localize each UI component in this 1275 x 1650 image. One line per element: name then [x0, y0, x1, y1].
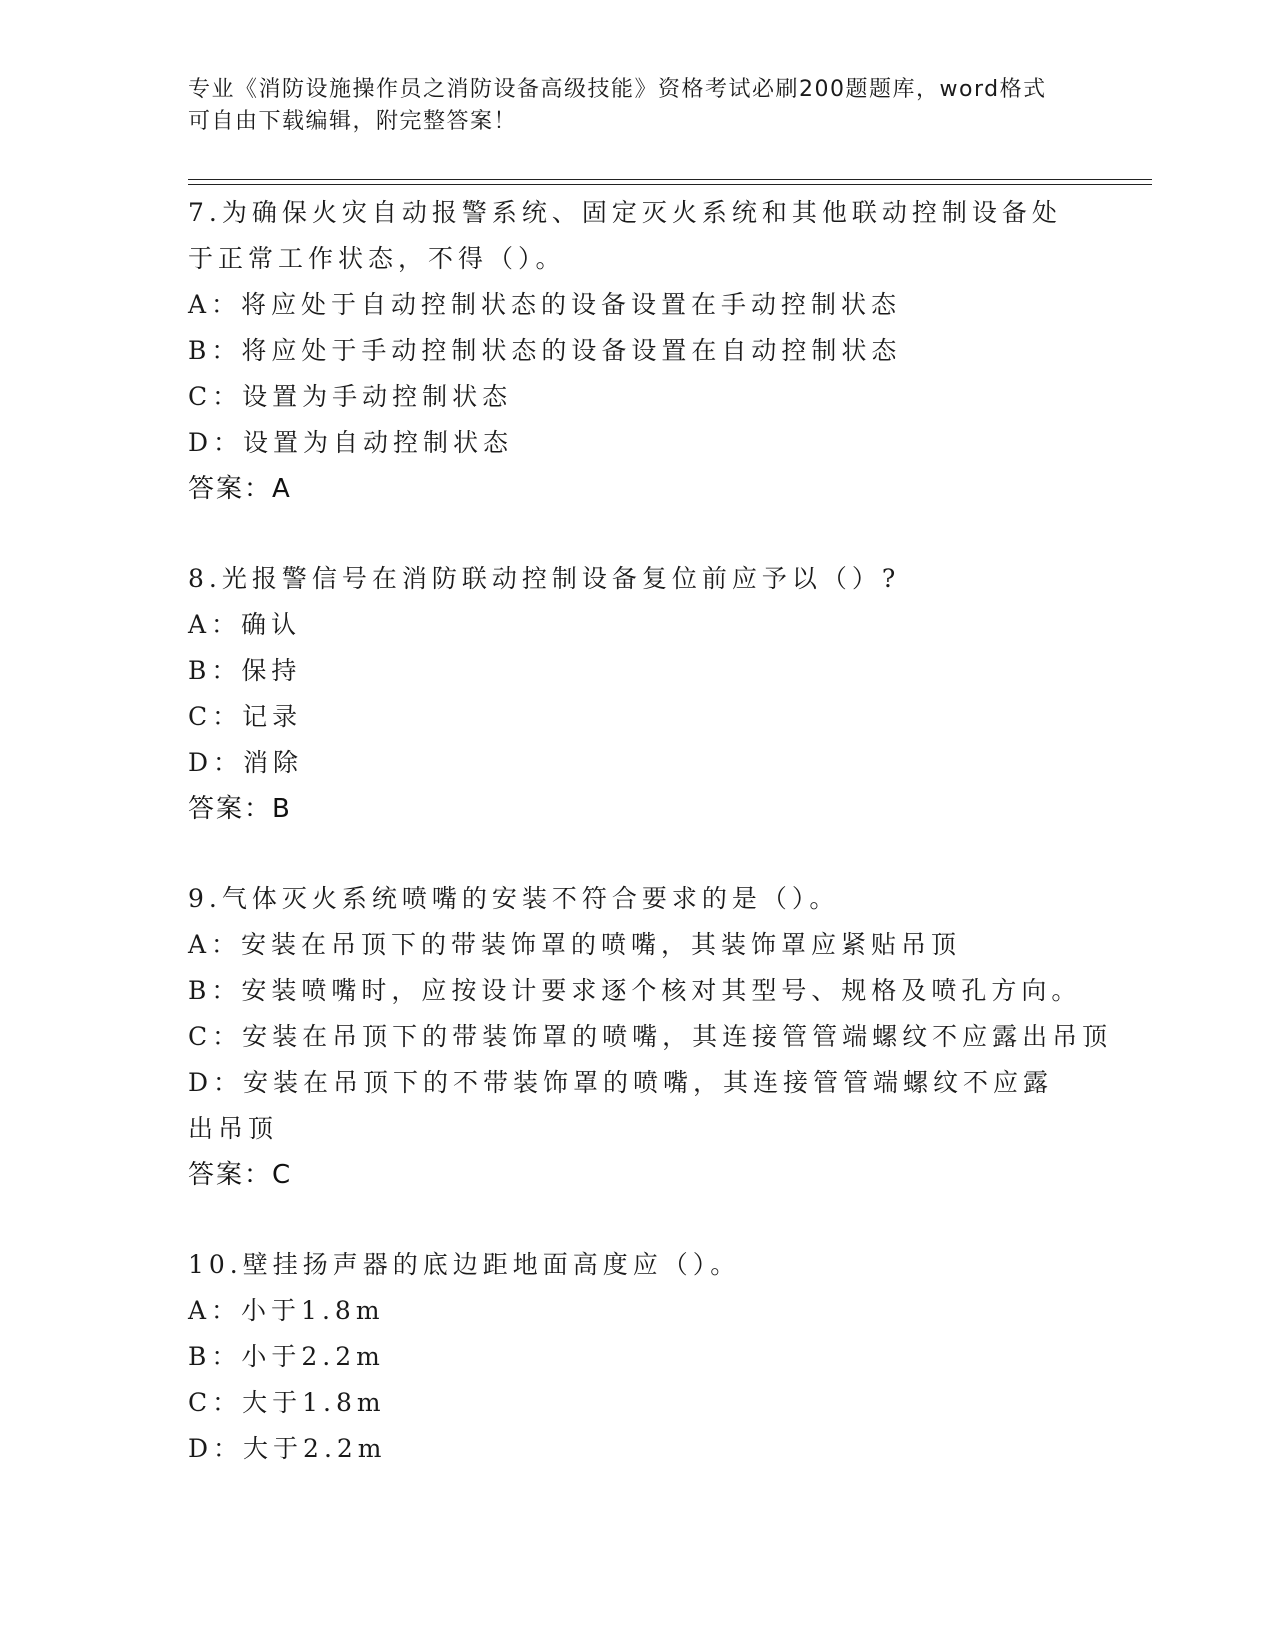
question-stem: 10.壁挂扬声器的底边距地面高度应（）。: [188, 1250, 741, 1279]
answer: 答案：C: [188, 1160, 293, 1190]
option-b: B：安装喷嘴时，应按设计要求逐个核对其型号、规格及喷孔方向。: [188, 976, 1082, 1005]
option-b: B：小于2.2m: [188, 1342, 385, 1371]
option-c: C：大于1.8m: [188, 1388, 386, 1417]
question-stem: 8.光报警信号在消防联动控制设备复位前应予以（）?: [188, 564, 901, 593]
option-a: A：安装在吊顶下的带装饰罩的喷嘴，其装饰罩应紧贴吊顶: [188, 930, 962, 959]
option-c: C：设置为手动控制状态: [188, 382, 513, 411]
option-b: B：保持: [188, 656, 302, 685]
question-list: [188, 190, 1113, 1472]
document-header: 专业《消防设施操作员之消防设备高级技能》资格考试必刷200题题库，word格式可自由下载编辑，附完整答案！: [188, 77, 1047, 134]
answer: 答案：A: [188, 474, 292, 504]
question-7: [188, 190, 1078, 512]
option-d: D：安装在吊顶下的不带装饰罩的喷嘴，其连接管管端螺纹不应露出吊顶: [188, 1068, 1054, 1143]
option-c: C：安装在吊顶下的带装饰罩的喷嘴，其连接管管端螺纹不应露出吊顶: [188, 1022, 1113, 1051]
answer: 答案：B: [188, 794, 292, 824]
header-divider-bottom: [188, 184, 1152, 185]
question-stem: 9.气体灭火系统喷嘴的安装不符合要求的是（）。: [188, 884, 840, 913]
header-divider-top: [188, 179, 1152, 180]
question-8: [188, 556, 1078, 832]
option-c: C：记录: [188, 702, 303, 731]
option-b: B：将应处于手动控制状态的设备设置在自动控制状态: [188, 336, 902, 365]
option-d: D：设置为自动控制状态: [188, 428, 514, 457]
option-a: A：将应处于自动控制状态的设备设置在手动控制状态: [188, 290, 902, 319]
option-d: D：大于2.2m: [188, 1434, 387, 1463]
option-d: D：消除: [188, 748, 304, 777]
question-stem: 7.为确保火灾自动报警系统、固定灭火系统和其他联动控制设备处于正常工作状态，不得（）。: [188, 198, 1062, 273]
question-9: [188, 876, 1113, 1198]
option-a: A：确认: [188, 610, 302, 639]
question-10: [188, 1242, 1078, 1472]
option-a: A：小于1.8m: [188, 1296, 385, 1325]
